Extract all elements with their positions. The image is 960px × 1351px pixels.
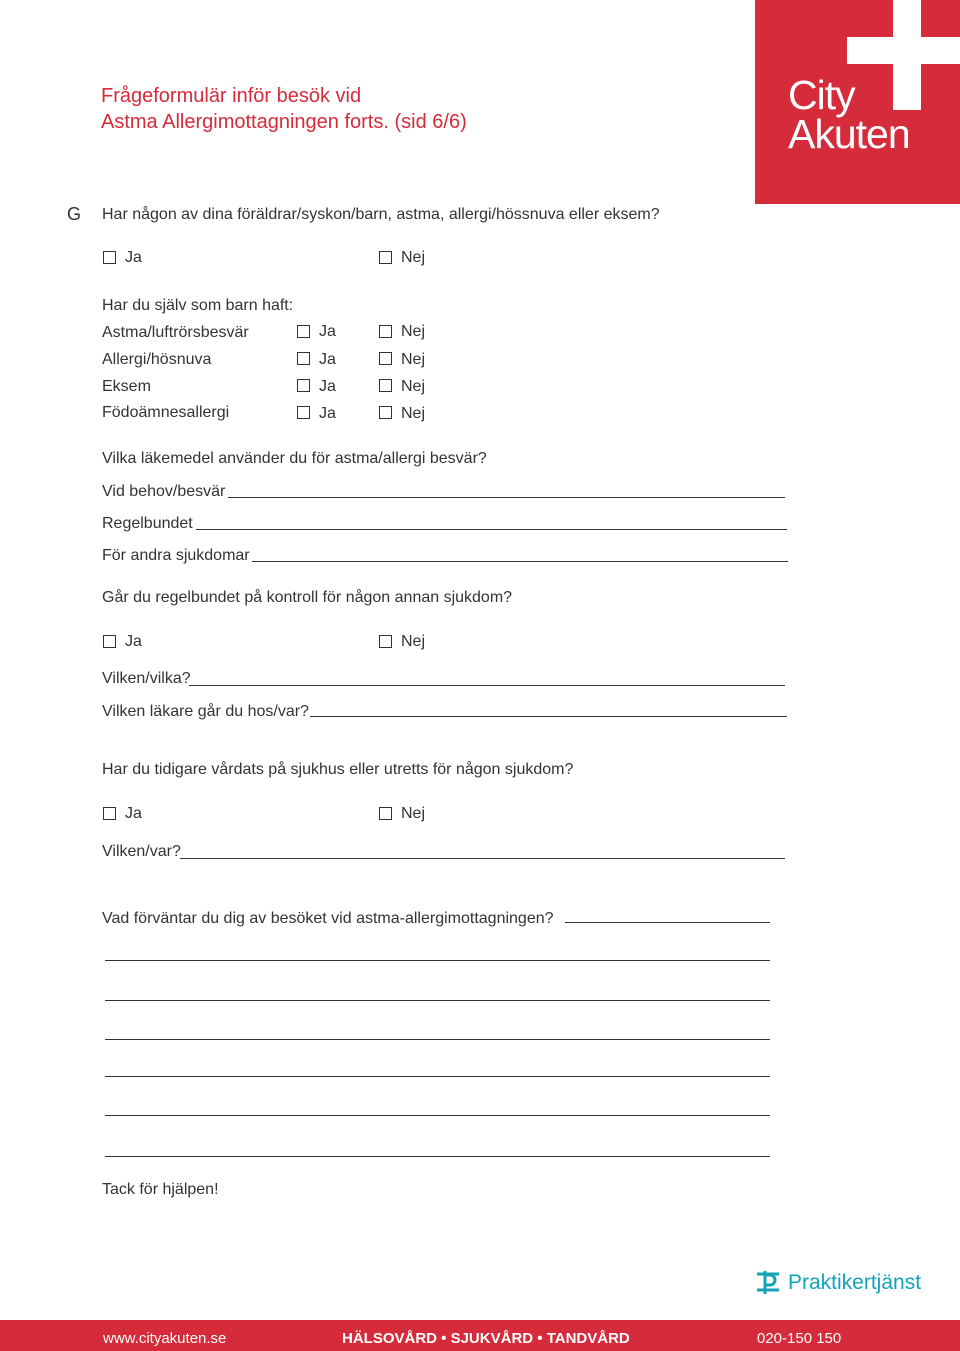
checkbox-food-allergy-no[interactable] — [379, 406, 392, 419]
logo-text — [788, 72, 910, 157]
checkbox-hospital-yes[interactable] — [103, 807, 116, 820]
question-expectations: Vad förväntar du dig av besöket vid astma-allergimottagningen? — [102, 910, 554, 927]
input-which[interactable] — [189, 685, 785, 686]
childhood-heading: Har du själv som barn haft: — [102, 297, 294, 314]
form-title-line1: Frågeformulär inför besök vid — [101, 85, 362, 107]
childhood-item-label: Astma/luftrörsbesvär — [102, 324, 249, 341]
checkbox-control-yes[interactable] — [103, 635, 116, 648]
cross-icon-bar — [847, 37, 960, 64]
checkbox-control-no[interactable] — [379, 635, 392, 648]
label-allergy-no: Nej — [401, 351, 426, 368]
input-expectations[interactable] — [565, 922, 770, 923]
checkbox-allergy-no[interactable] — [379, 352, 392, 365]
question-family-history: Har någon av dina föräldrar/syskon/barn, astma, allergi/hössnuva eller eksem? — [102, 206, 660, 223]
logo-text-city: City — [788, 72, 855, 118]
checkbox-family-yes[interactable] — [103, 251, 116, 264]
cityakuten-logo — [755, 0, 960, 204]
footer-phone: 020-150 150 — [757, 1330, 842, 1347]
field-label-doctor: Vilken läkare går du hos/var? — [102, 703, 309, 720]
field-label-other-diseases: För andra sjukdomar — [102, 547, 250, 564]
checkbox-asthma-yes[interactable] — [297, 325, 310, 338]
input-as-needed[interactable] — [228, 497, 785, 498]
praktikertjanst-logo-icon — [755, 1268, 781, 1296]
footer-bar — [0, 1320, 960, 1351]
answer-line[interactable] — [105, 960, 770, 961]
answer-line[interactable] — [105, 1076, 770, 1077]
thanks-text: Tack för hjälpen! — [102, 1181, 219, 1198]
answer-line[interactable] — [105, 1156, 770, 1157]
childhood-item-label: Födoämnesallergi — [102, 404, 230, 421]
label-hospital-yes: Ja — [125, 805, 142, 822]
checkbox-asthma-no[interactable] — [379, 325, 392, 338]
checkbox-food-allergy-yes[interactable] — [297, 406, 310, 419]
input-hospital-where[interactable] — [180, 858, 785, 859]
input-other-diseases[interactable] — [252, 561, 788, 562]
question-control: Går du regelbundet på kontroll för någon annan sjukdom? — [102, 589, 513, 606]
childhood-item-label: Eksem — [102, 378, 151, 395]
form-title-line2: Astma Allergimottagningen forts. (sid 6/6) — [101, 111, 467, 133]
label-asthma-yes: Ja — [319, 323, 336, 340]
label-allergy-yes: Ja — [319, 351, 336, 368]
question-hospital: Har du tidigare vårdats på sjukhus eller utretts för någon sjukdom? — [102, 761, 574, 778]
label-asthma-no: Nej — [401, 323, 426, 340]
label-hospital-no: Nej — [401, 805, 426, 822]
field-label-which: Vilken/vilka? — [102, 670, 191, 687]
checkbox-family-no[interactable] — [379, 251, 392, 264]
field-label-hospital-where: Vilken/var? — [102, 843, 181, 860]
field-label-as-needed: Vid behov/besvär — [102, 483, 226, 500]
checkbox-eczema-no[interactable] — [379, 379, 392, 392]
logo-text-akuten: Akuten — [788, 111, 910, 157]
section-letter: G — [67, 204, 82, 224]
label-family-no: Nej — [401, 249, 426, 266]
checkbox-eczema-yes[interactable] — [297, 379, 310, 392]
input-doctor[interactable] — [310, 716, 787, 717]
question-medication: Vilka läkemedel använder du för astma/allergi besvär? — [102, 450, 487, 467]
field-label-regular: Regelbundet — [102, 515, 193, 532]
checkbox-hospital-no[interactable] — [379, 807, 392, 820]
praktikertjanst-logo-text: Praktikertjänst — [788, 1271, 922, 1294]
input-regular[interactable] — [196, 529, 787, 530]
footer-website-link[interactable]: www.cityakuten.se — [103, 1330, 227, 1347]
footer-services: HÄLSOVÅRD • SJUKVÅRD • TANDVÅRD — [342, 1330, 630, 1347]
answer-line[interactable] — [105, 1115, 770, 1116]
label-eczema-yes: Ja — [319, 378, 336, 395]
childhood-item-label: Allergi/hösnuva — [102, 351, 212, 368]
label-family-yes: Ja — [125, 249, 142, 266]
label-control-yes: Ja — [125, 633, 142, 650]
label-control-no: Nej — [401, 633, 426, 650]
label-food-allergy-no: Nej — [401, 405, 426, 422]
answer-line[interactable] — [105, 1039, 770, 1040]
label-eczema-no: Nej — [401, 378, 426, 395]
checkbox-allergy-yes[interactable] — [297, 352, 310, 365]
answer-line[interactable] — [105, 1000, 770, 1001]
label-food-allergy-yes: Ja — [319, 405, 336, 422]
